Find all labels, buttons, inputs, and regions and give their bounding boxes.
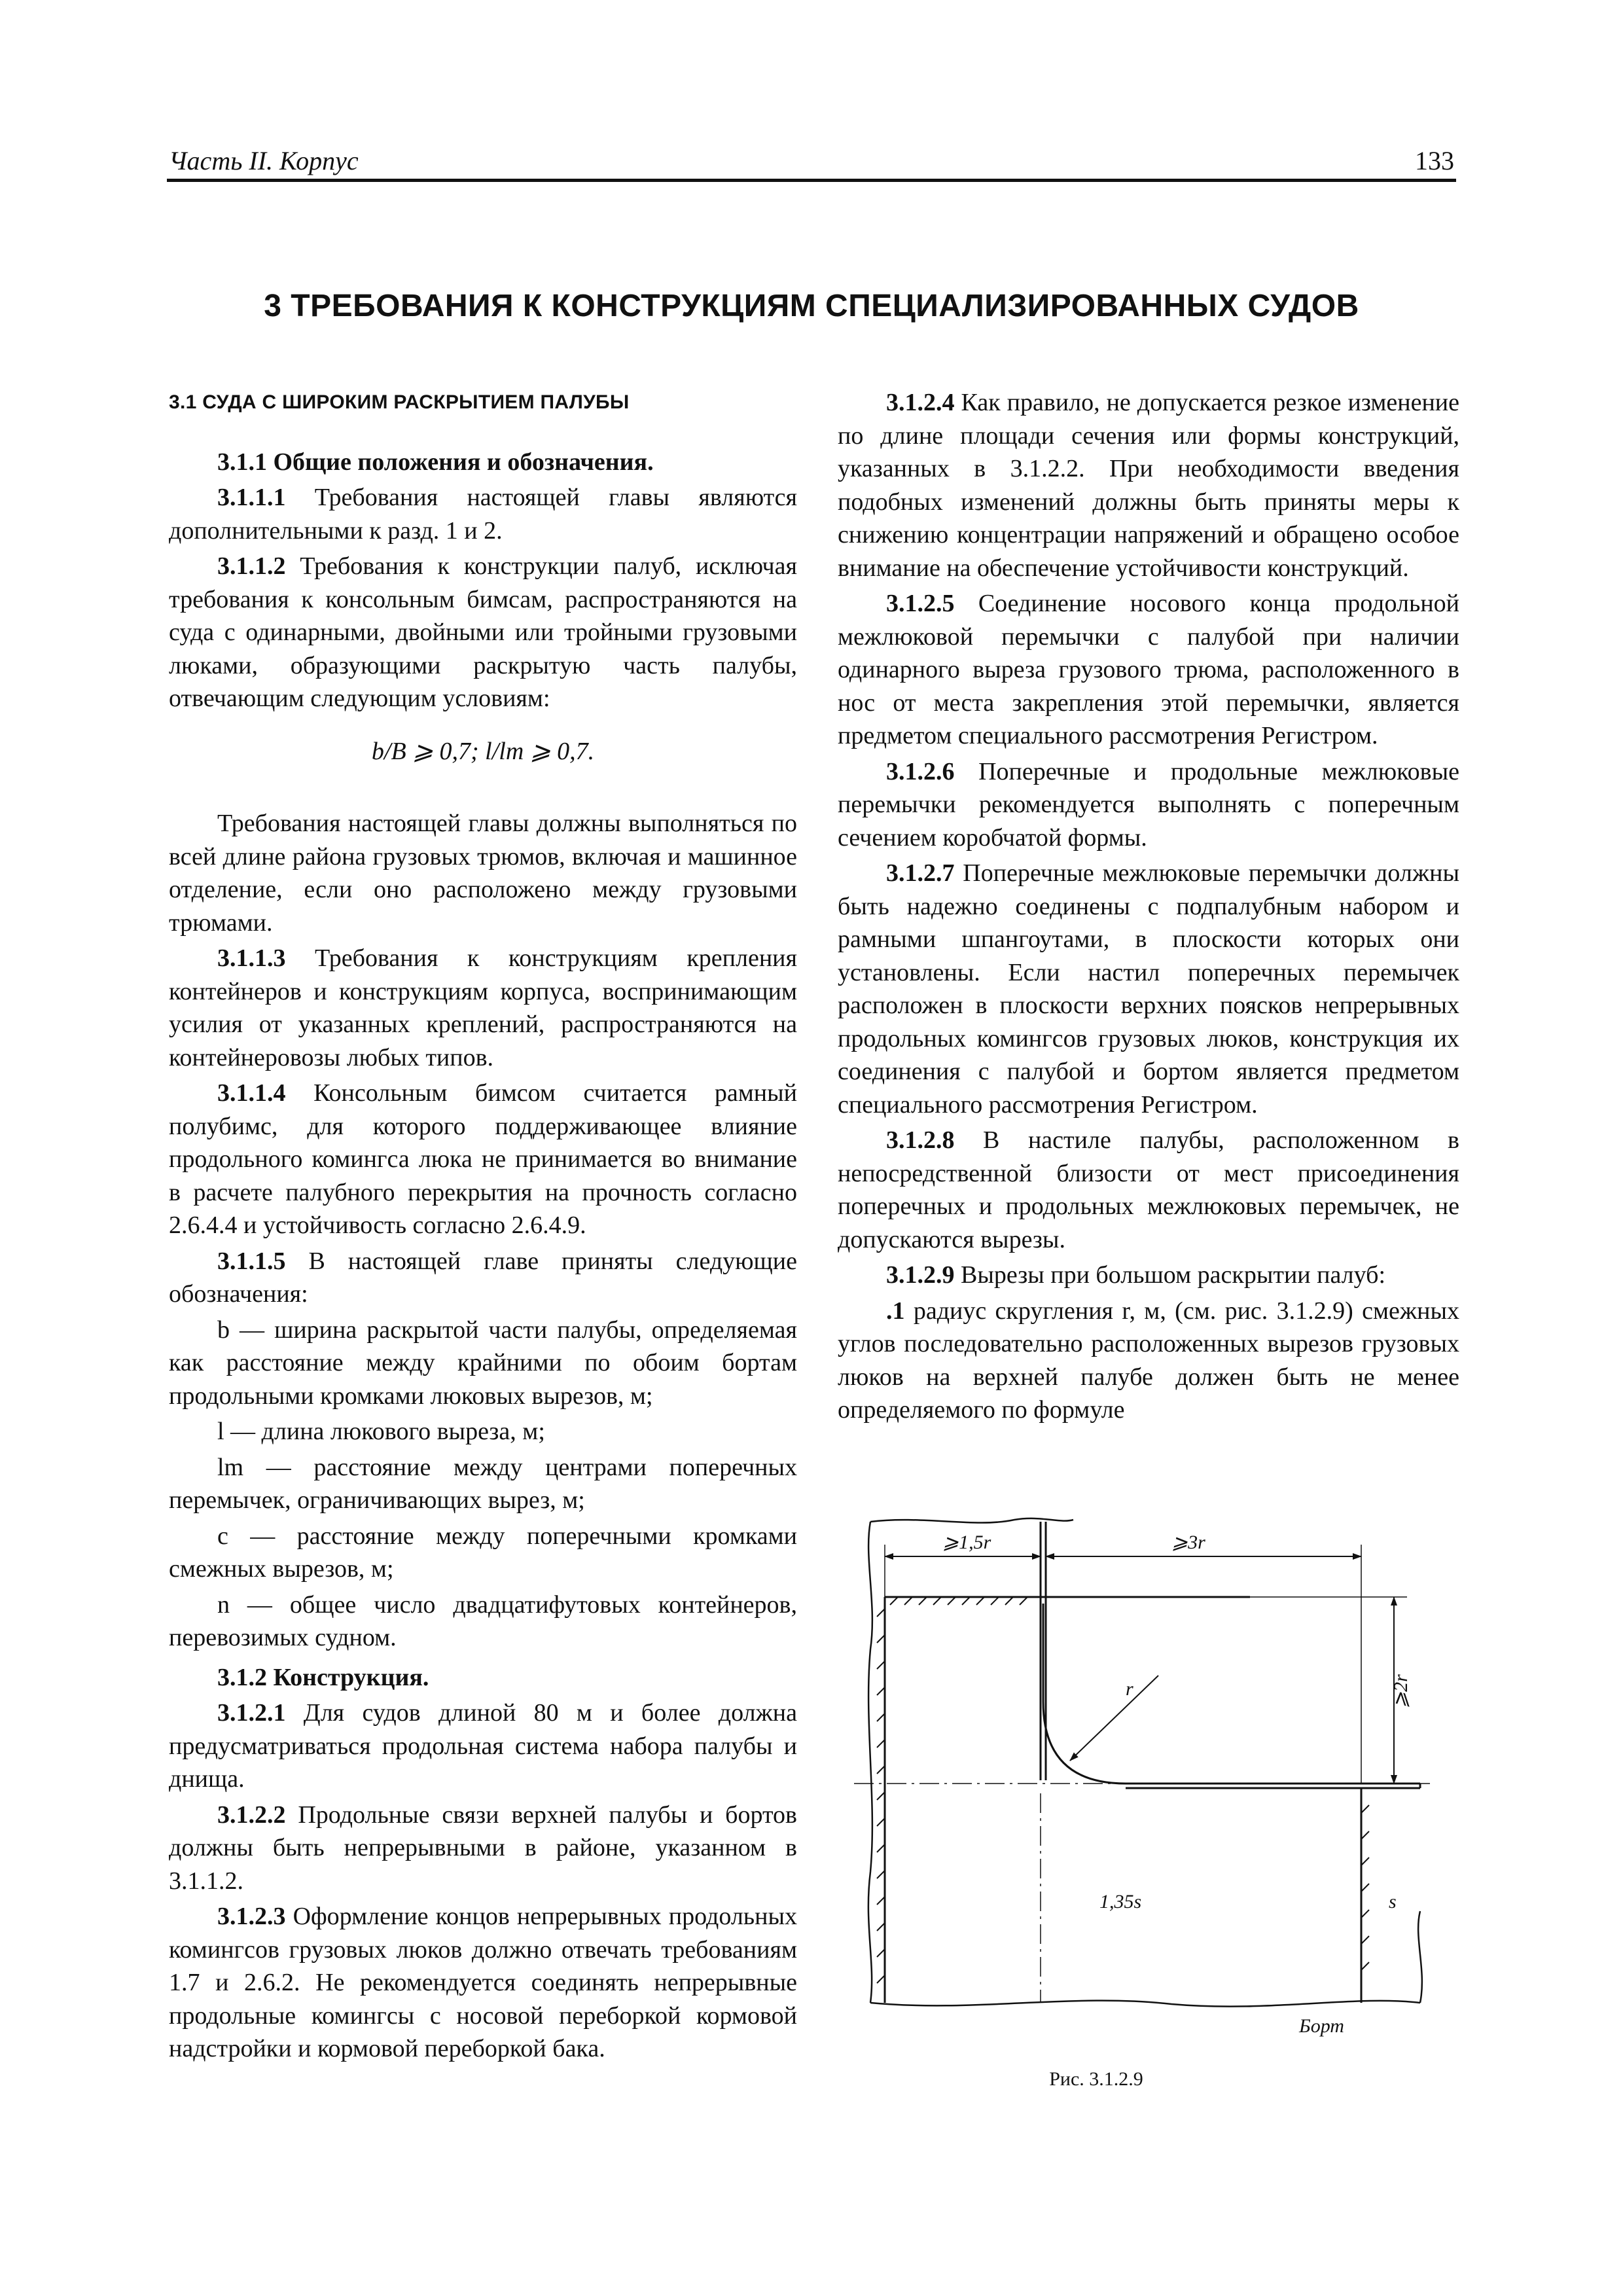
clause-text: Как правило, не допускается резкое изменение по длине площади сечения или формы конструкций, указанных в 3.1.2.2. При необходимости введения подобных изменений должны быть приняты меры к снижению концентрации напряжений и обращено особое внимание на обеспечение устойчивости конструкций. (838, 389, 1459, 582)
definition-lm: lm — расстояние между центрами поперечных перемычек, ограничивающих вырез, м; (169, 1453, 797, 1514)
hatch-marks-top (890, 1597, 1027, 1605)
clause-text: Для судов длиной 80 м и более должна предусматриваться продольная система набора палубы и днища. (169, 1699, 797, 1793)
clause-text: Оформление концов непрерывных продольных комингсов грузовых люков должно отвечать требованиям 1.7 и 2.6.2. Не рекомендуется соединять непрерывные продольные комингсы с носовой переборкой кормовой надстройки и кормовой переборкой бака. (169, 1903, 797, 2062)
header-rule (167, 179, 1456, 182)
formula: b/B ⩾ 0,7; l/lm ⩾ 0,7. (371, 737, 595, 765)
paragraph-3-1-2-5 (838, 587, 1459, 753)
definition-n: n — общее число двадцатифутовых контейнеров, перевозимых судном. (169, 1590, 797, 1651)
dim-label-2r: ⩾2r (1390, 1674, 1412, 1708)
paragraph-3-1-2-2 (169, 1799, 797, 1898)
bottom-break-line (870, 2001, 1420, 2007)
s-label: s (1389, 1891, 1397, 1912)
clause-number: 3.1.2.3 (217, 1903, 286, 1930)
clause-text: Вырезы при большом раскрытии палуб: (954, 1261, 1386, 1289)
paragraph-3-1-1-4 (169, 1077, 797, 1242)
top-break-line (870, 1518, 1073, 1523)
paragraph-3-1-2-1 (169, 1696, 797, 1796)
clause-number: 3.1.2.2 (217, 1801, 286, 1829)
rounded-corner-cutout (1043, 1604, 1420, 1784)
paragraph-3-1-2-7 (838, 857, 1459, 1121)
right-break-line (1418, 1911, 1422, 2003)
clause-text: Соединение носового конца продольной межлюковой перемычки с палубой при наличии одинарного выреза грузового трюма, расположенного в нос от места закрепления этой перемычки, является предметом специального рассмотрения Регистром. (838, 590, 1459, 749)
figure-3-1-2-9 (844, 1505, 1446, 2068)
definition-b: b — ширина раскрытой части палубы, определяемая как расстояние между крайними по обоим бортам продольными кромками люковых вырезов, м; (169, 1316, 797, 1410)
clause-number: 3.1.1.2 (217, 552, 286, 580)
clause-number: 3.1.2.6 (886, 757, 955, 785)
left-column (169, 386, 797, 2068)
clause-text: Продольные связи верхней палубы и бортов должны быть непрерывными в районе, указанном в 3.1.1.2. (169, 1801, 797, 1895)
paragraph-3-1-2-8 (838, 1124, 1459, 1256)
right-column (838, 386, 1459, 1429)
hatch-marks-left (877, 1609, 885, 1983)
clause-text: Требования настоящей главы являются дополнительными к разд. 1 и 2. (169, 484, 797, 545)
paragraph-3-1-2-3 (169, 1900, 797, 2066)
clause-number: 3.1.1.4 (217, 1079, 286, 1107)
definition-c: c — расстояние между поперечными кромками смежных вырезов, м; (169, 1522, 797, 1583)
clause-number: 3.1.2.9 (886, 1261, 955, 1289)
running-header-title: Часть II. Корпус (169, 146, 359, 175)
page-number: 133 (1415, 146, 1454, 175)
definition-l: l — длина люкового выреза, м; (217, 1418, 545, 1445)
paragraph-3-1-1-2 (169, 550, 797, 715)
radius-leader (1070, 1676, 1158, 1761)
section-subhead: 3.1 СУДА С ШИРОКИМ РАСКРЫТИЕМ ПАЛУБЫ (169, 391, 630, 413)
clause-text: В настиле палубы, расположенном в непосредственной близости от мест присоединения поперечных и продольных межлюковых перемычек, не допускаются вырезы. (838, 1126, 1459, 1253)
clause-text: В настоящей главе приняты следующие обозначения: (169, 1247, 797, 1308)
bort-label: Борт (1299, 2015, 1344, 2037)
hatch-marks-right (1361, 1805, 1369, 1970)
clause-number: 3.1.2.5 (886, 590, 955, 617)
clause-number: 3.1.1.5 (217, 1247, 286, 1275)
clause-text: Консольным бимсом считается рамный полубимс, для которого поддерживающее влияние продольного комингса люка не принимается во внимание в расчете палубного перекрытия на прочность согласно 2.6.4.4 и устойчивость согласно 2.6.4.9. (169, 1079, 797, 1239)
clause-text: Требования к конструкции палуб, исключая требования к консольным бимсам, распространяются на суда с одинарными, двойными или тройными грузовыми люками, образующими раскрытую часть палубы, отвечающим следующим условиям: (169, 552, 797, 712)
paragraph-3-1-1-1 (169, 481, 797, 547)
paragraph-3-1-1-5 (169, 1245, 797, 1311)
item-text: радиус скругления r, м, (см. рис. 3.1.2.9) смежных углов последовательно расположенных вырезов грузовых люков на верхней палубе должен быть не менее определяемого по формуле (838, 1297, 1459, 1424)
clause-text: Требования к конструкциям крепления контейнеров и конструкциям корпуса, воспринимающим усилия от указанных креплений, распространяются на контейнеровозы любых типов. (169, 944, 797, 1071)
list-item-1 (838, 1295, 1459, 1427)
paragraph-3-1-2-4 (838, 386, 1459, 584)
clause-number: 3.1.2.8 (886, 1126, 955, 1154)
dim-label-3r: ⩾3r (1171, 1532, 1205, 1553)
clause-number: 3.1.1.3 (217, 944, 286, 972)
section-heading-3-1-2: 3.1.2 Конструкция. (217, 1663, 429, 1691)
paragraph-3-1-2-9 (838, 1259, 1459, 1292)
chapter-title: 3 ТРЕБОВАНИЯ К КОНСТРУКЦИЯМ СПЕЦИАЛИЗИРОВАННЫХ СУДОВ (264, 289, 1359, 323)
clause-number: 3.1.2.4 (886, 389, 955, 416)
paragraph-scope: Требования настоящей главы должны выполняться по всей длине района грузовых трюмов, включая и машинное отделение, если оно расположено между грузовыми трюмами. (169, 810, 797, 937)
radius-label: r (1126, 1678, 1133, 1700)
clause-number: 3.1.1.1 (217, 484, 286, 511)
dim-label-1-5r: ⩾1,5r (942, 1532, 991, 1553)
clause-number: 3.1.2.1 (217, 1699, 286, 1727)
width-label-1-35s: 1,35s (1099, 1891, 1142, 1912)
section-heading-3-1-1: 3.1.1 Общие положения и обозначения. (217, 448, 654, 476)
clause-text: Поперечные и продольные межлюковые перемычки рекомендуется выполнять с поперечным сечением коробчатой формы. (838, 757, 1459, 852)
item-number: .1 (886, 1297, 905, 1325)
clause-text: Поперечные межлюковые перемычки должны быть надежно соединены с подпалубным набором и рамными шпангоутами, в плоскости которых они установлены. Если настил поперечных перемычек расположен в плоскости верхних поясков непрерывных продольных комингсов грузовых люков, конструкция их соединения с палубой и бортом является предметом специального рассмотрения Регистром. (838, 859, 1459, 1119)
paragraph-3-1-2-6 (838, 755, 1459, 855)
paragraph-3-1-1-3 (169, 942, 797, 1074)
left-break-line (868, 1522, 872, 2003)
figure-caption: Рис. 3.1.2.9 (1049, 2068, 1143, 2090)
clause-number: 3.1.2.7 (886, 859, 955, 887)
